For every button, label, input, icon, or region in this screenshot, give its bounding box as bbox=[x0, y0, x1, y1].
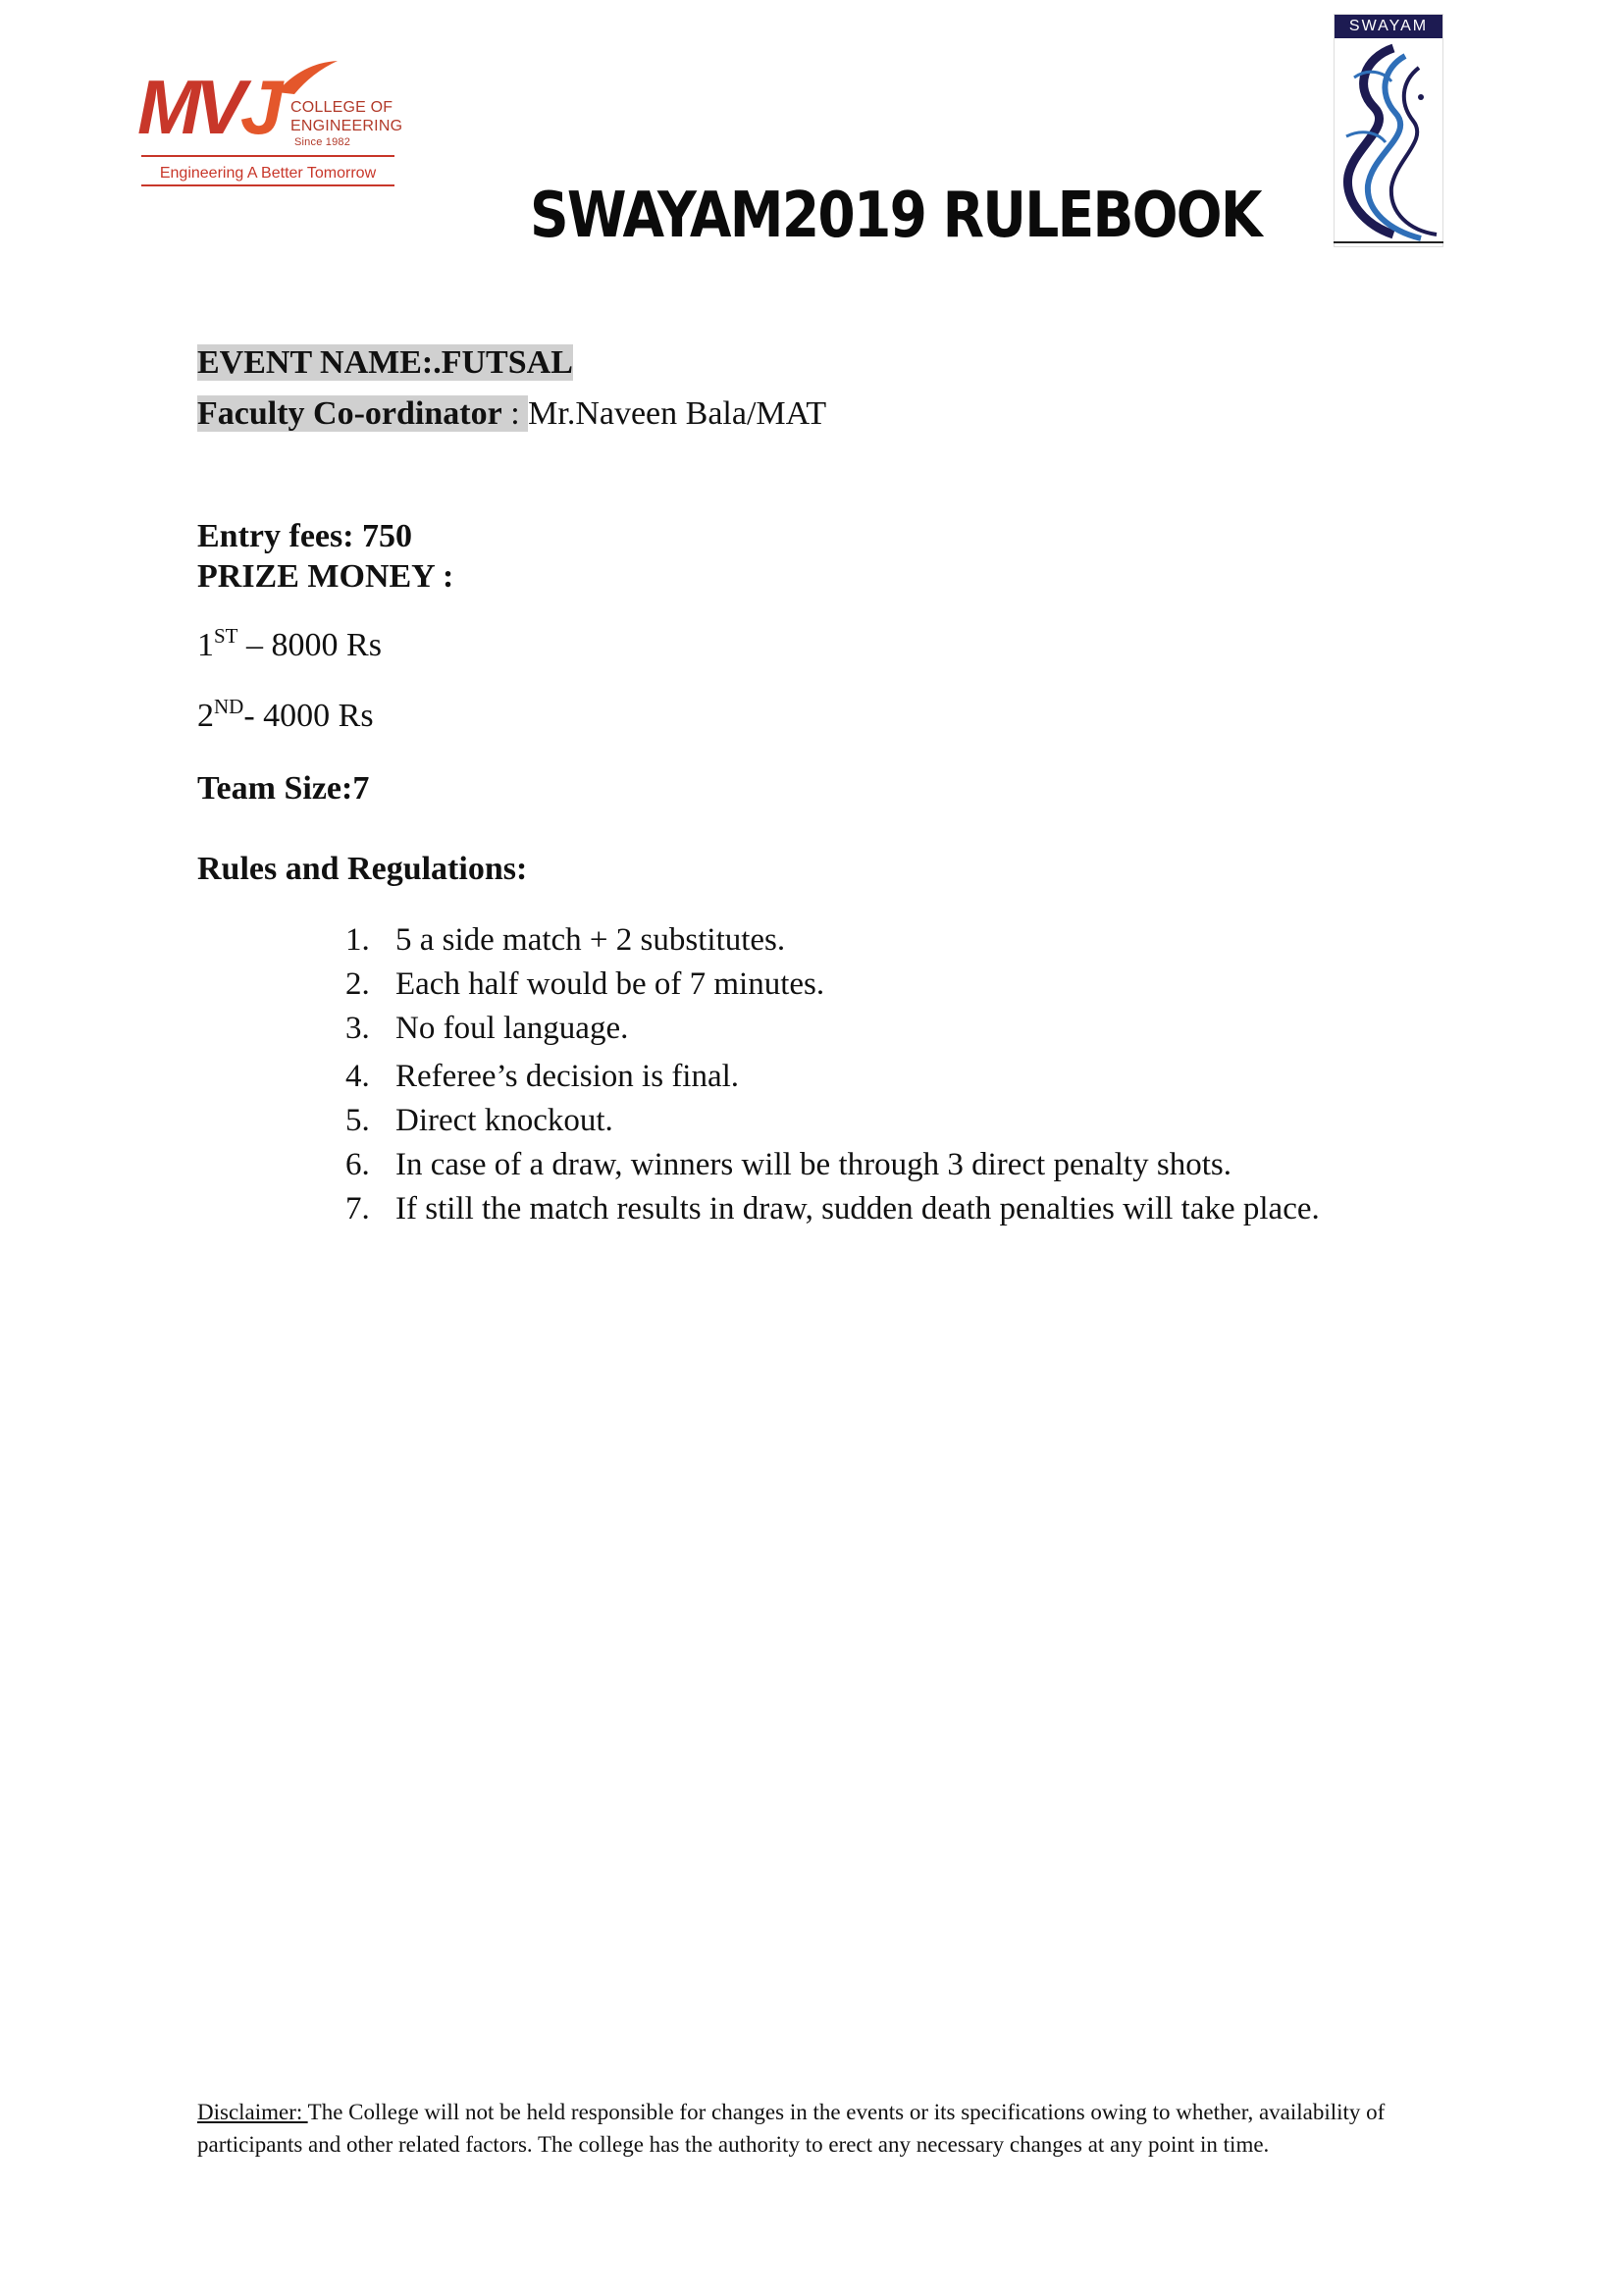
event-name bbox=[197, 342, 573, 384]
prize-amount: – 8000 Rs bbox=[237, 627, 382, 663]
list-item-text: Direct knockout. bbox=[395, 1103, 613, 1138]
mvj-since: Since 1982 bbox=[294, 136, 351, 148]
faculty-coordinator-value: Mr.Naveen Bala/MAT bbox=[528, 395, 827, 432]
list-item bbox=[343, 1143, 1320, 1187]
list-item-number: 6. bbox=[345, 1147, 370, 1182]
list-item-text: If still the match results in draw, sudden death penalties will take place. bbox=[395, 1191, 1320, 1226]
list-item-number: 2. bbox=[345, 966, 370, 1002]
faculty-coordinator-separator: : bbox=[501, 395, 529, 432]
mvj-college-logo bbox=[135, 59, 403, 188]
page-title: SWAYAM2019 RULEBOOK bbox=[530, 180, 1261, 252]
list-item-text: In case of a draw, winners will be through 3 direct penalty shots. bbox=[395, 1147, 1231, 1182]
prize-rank-suffix: ST bbox=[214, 624, 238, 648]
list-item bbox=[343, 1055, 1320, 1099]
mvj-divider-bottom bbox=[141, 184, 394, 186]
list-item bbox=[343, 1007, 1320, 1051]
disclaimer-text: The College will not be held responsible for changes in the events or its specifications owing to whether, availability of participants and other related factors. The college has the authority to erect any necessary changes at any point in time. bbox=[197, 2100, 1386, 2157]
mvj-college-line1: COLLEGE OF bbox=[290, 99, 393, 116]
list-item bbox=[343, 1099, 1320, 1143]
mvj-logo-letters: MVJ bbox=[137, 64, 278, 150]
rules-heading: Rules and Regulations: bbox=[197, 851, 528, 887]
faculty-coordinator bbox=[197, 393, 826, 435]
prize-money-heading: PRIZE MONEY : bbox=[197, 558, 454, 595]
prize-amount: - 4000 Rs bbox=[243, 698, 374, 734]
list-item-number: 4. bbox=[345, 1059, 370, 1094]
list-item bbox=[343, 1187, 1320, 1231]
list-item bbox=[343, 963, 1320, 1007]
prize-second bbox=[197, 696, 374, 737]
prize-rank: 1 bbox=[197, 627, 214, 663]
entry-fees: Entry fees: 750 bbox=[197, 518, 413, 554]
team-size: Team Size:7 bbox=[197, 770, 370, 807]
list-item-text: Each half would be of 7 minutes. bbox=[395, 966, 825, 1002]
swayam-logo-underline bbox=[1334, 241, 1443, 243]
prize-first bbox=[197, 625, 382, 666]
mvj-logo-letter-j: J bbox=[240, 64, 278, 150]
list-item-text: Referee’s decision is final. bbox=[395, 1059, 740, 1094]
list-item-text: No foul language. bbox=[395, 1011, 629, 1046]
disclaimer bbox=[197, 2096, 1453, 2161]
mvj-divider bbox=[141, 155, 394, 157]
mvj-college-name bbox=[290, 98, 402, 149]
list-item-number: 7. bbox=[345, 1191, 370, 1226]
list-item-text: 5 a side match + 2 substitutes. bbox=[395, 922, 786, 958]
mvj-tagline: Engineering A Better Tomorrow bbox=[159, 165, 377, 182]
faculty-coordinator-label: Faculty Co-ordinator bbox=[197, 395, 502, 432]
swayam-logo-label: SWAYAM bbox=[1335, 15, 1442, 38]
rules-list bbox=[343, 918, 1320, 1231]
prize-rank-suffix: ND bbox=[214, 695, 244, 718]
list-item-number: 3. bbox=[345, 1011, 370, 1046]
mvj-swoosh-icon bbox=[273, 59, 341, 98]
event-name-label: EVENT NAME:.FUTSAL bbox=[197, 344, 573, 381]
list-item-number: 1. bbox=[345, 922, 370, 958]
phoenix-icon bbox=[1335, 38, 1442, 246]
swayam-logo bbox=[1334, 14, 1443, 247]
prize-rank: 2 bbox=[197, 698, 214, 734]
disclaimer-label: Disclaimer: bbox=[197, 2100, 308, 2124]
list-item bbox=[343, 918, 1320, 963]
mvj-college-line2: ENGINEERING bbox=[290, 118, 403, 134]
list-item-number: 5. bbox=[345, 1103, 370, 1138]
